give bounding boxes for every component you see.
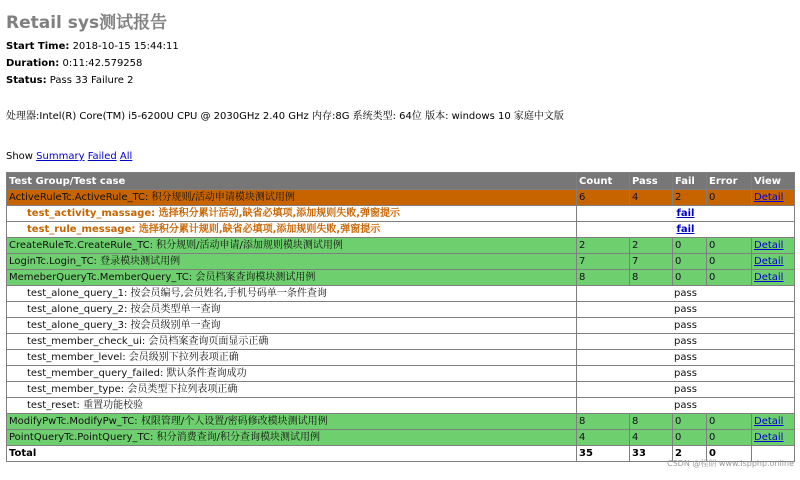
case-status-cell xyxy=(577,222,795,238)
case-status-cell xyxy=(577,366,795,382)
group-view-cell xyxy=(752,430,795,446)
case-status-cell xyxy=(577,398,795,414)
test-case-row xyxy=(7,222,795,238)
case-name: test_alone_query_1: 按会员编号,会员姓名,手机号码单一条件查询 xyxy=(7,286,577,302)
duration xyxy=(6,58,142,69)
group-error: 0 xyxy=(707,270,752,286)
group-fail: 0 xyxy=(673,270,707,286)
start-time-label: Start Time: xyxy=(6,41,70,52)
show-failed-link[interactable]: Failed xyxy=(87,151,117,162)
group-fail: 2 xyxy=(673,190,707,206)
test-case-row xyxy=(7,334,795,350)
case-name: test_member_level: 会员级别下拉列表项正确 xyxy=(7,350,577,366)
test-case-row xyxy=(7,366,795,382)
case-status-cell xyxy=(577,350,795,366)
test-case-row xyxy=(7,398,795,414)
total-count: 35 xyxy=(577,446,630,462)
header-error: Error xyxy=(707,173,752,190)
case-pass-status: pass xyxy=(674,304,697,315)
test-group-row xyxy=(7,414,795,430)
start-time xyxy=(6,41,179,52)
header-pass: Pass xyxy=(630,173,673,190)
case-status-cell xyxy=(577,318,795,334)
test-case-row xyxy=(7,382,795,398)
group-name: MemeberQueryTc.MemberQuery_TC: 会员档案查询模块测试用例 xyxy=(7,270,577,286)
group-count: 7 xyxy=(577,254,630,270)
detail-link[interactable]: Detail xyxy=(754,192,784,203)
case-name: test_member_check_ui: 会员档案查询页面显示正确 xyxy=(7,334,577,350)
test-group-row xyxy=(7,254,795,270)
case-status-cell xyxy=(577,334,795,350)
test-case-row xyxy=(7,318,795,334)
group-fail: 0 xyxy=(673,414,707,430)
detail-link[interactable]: Detail xyxy=(754,272,784,283)
report-title: Retail sys测试报告 xyxy=(6,13,168,33)
case-status-cell xyxy=(577,286,795,302)
case-pass-status: pass xyxy=(674,288,697,299)
group-count: 8 xyxy=(577,414,630,430)
case-name: test_reset: 重置功能校验 xyxy=(7,398,577,414)
group-error: 0 xyxy=(707,414,752,430)
total-error: 0 xyxy=(707,446,752,462)
start-time-value: 2018-10-15 15:44:11 xyxy=(72,41,179,52)
case-pass-status: pass xyxy=(674,352,697,363)
group-count: 8 xyxy=(577,270,630,286)
group-error: 0 xyxy=(707,254,752,270)
case-status-cell xyxy=(577,382,795,398)
detail-link[interactable]: Detail xyxy=(754,432,784,443)
show-all-link[interactable]: All xyxy=(119,151,133,162)
group-view-cell xyxy=(752,414,795,430)
case-fail-link[interactable]: fail xyxy=(676,224,695,235)
duration-value: 0:11:42.579258 xyxy=(62,58,143,69)
status xyxy=(6,75,133,86)
detail-link[interactable]: Detail xyxy=(754,256,784,267)
group-name: LoginTc.Login_TC: 登录模块测试用例 xyxy=(7,254,577,270)
group-name: ActiveRuleTc.ActiveRule_TC: 积分规则/活动申请模块测试用例 xyxy=(7,190,577,206)
group-view-cell xyxy=(752,190,795,206)
case-pass-status: pass xyxy=(674,336,697,347)
test-case-row xyxy=(7,350,795,366)
table-header-row xyxy=(7,173,795,190)
group-fail: 0 xyxy=(673,254,707,270)
case-pass-status: pass xyxy=(674,384,697,395)
test-group-row xyxy=(7,238,795,254)
show-label: Show xyxy=(6,151,33,162)
show-filter-bar xyxy=(6,151,132,162)
group-pass: 8 xyxy=(630,414,673,430)
status-value: Pass 33 Failure 2 xyxy=(49,75,134,86)
test-group-row xyxy=(7,270,795,286)
group-name: PointQueryTc.PointQuery_TC: 积分消费查询/积分查询模块测试用例 xyxy=(7,430,577,446)
group-view-cell xyxy=(752,270,795,286)
group-view-cell xyxy=(752,238,795,254)
header-count: Count xyxy=(577,173,630,190)
test-group-row xyxy=(7,190,795,206)
system-info: 处理器:Intel(R) Core(TM) i5-6200U CPU @ 2030GHz 2.40 GHz 内存:8G 系统类型: 64位 版本: windows 10 家庭中文版 xyxy=(6,111,564,122)
test-group-row xyxy=(7,430,795,446)
case-name: test_alone_query_2: 按会员类型单一查询 xyxy=(7,302,577,318)
test-case-row xyxy=(7,302,795,318)
group-name: CreateRuleTc.CreateRule_TC: 积分规则/活动申请/添加规则模块测试用例 xyxy=(7,238,577,254)
group-pass: 4 xyxy=(630,430,673,446)
total-fail: 2 xyxy=(673,446,707,462)
group-view-cell xyxy=(752,254,795,270)
group-fail: 0 xyxy=(673,430,707,446)
case-pass-status: pass xyxy=(674,400,697,411)
total-label: Total xyxy=(7,446,577,462)
case-name: test_rule_message: 选择积分累计规则,缺省必填项,添加规则失败,弹窗提示 xyxy=(7,222,577,238)
detail-link[interactable]: Detail xyxy=(754,416,784,427)
group-error: 0 xyxy=(707,238,752,254)
header-view: View xyxy=(752,173,795,190)
detail-link[interactable]: Detail xyxy=(754,240,784,251)
total-pass: 33 xyxy=(630,446,673,462)
group-pass: 7 xyxy=(630,254,673,270)
test-case-row xyxy=(7,286,795,302)
group-error: 0 xyxy=(707,190,752,206)
group-pass: 8 xyxy=(630,270,673,286)
case-pass-status: pass xyxy=(674,320,697,331)
case-status-cell xyxy=(577,302,795,318)
case-name: test_alone_query_3: 按会员级别单一查询 xyxy=(7,318,577,334)
case-name: test_activity_massage: 选择积分累计活动,缺省必填项,添加规则失败,弹窗提示 xyxy=(7,206,577,222)
group-count: 4 xyxy=(577,430,630,446)
group-error: 0 xyxy=(707,430,752,446)
group-pass: 2 xyxy=(630,238,673,254)
duration-label: Duration: xyxy=(6,58,60,69)
case-status-cell xyxy=(577,206,795,222)
header-fail: Fail xyxy=(673,173,707,190)
watermark: CSDN @程朗 www.ispphp.online xyxy=(667,459,794,468)
group-fail: 0 xyxy=(673,238,707,254)
case-name: test_member_query_failed: 默认条件查询成功 xyxy=(7,366,577,382)
group-pass: 4 xyxy=(630,190,673,206)
show-summary-link[interactable]: Summary xyxy=(36,151,85,162)
status-label: Status: xyxy=(6,75,47,86)
group-count: 2 xyxy=(577,238,630,254)
case-pass-status: pass xyxy=(674,368,697,379)
header-test-group: Test Group/Test case xyxy=(7,173,577,190)
test-case-row xyxy=(7,206,795,222)
group-count: 6 xyxy=(577,190,630,206)
case-name: test_member_type: 会员类型下拉列表项正确 xyxy=(7,382,577,398)
case-fail-link[interactable]: fail xyxy=(676,208,695,219)
result-table xyxy=(6,172,795,462)
group-name: ModifyPwTc.ModifyPw_TC: 权限管理/个人设置/密码修改模块测试用例 xyxy=(7,414,577,430)
